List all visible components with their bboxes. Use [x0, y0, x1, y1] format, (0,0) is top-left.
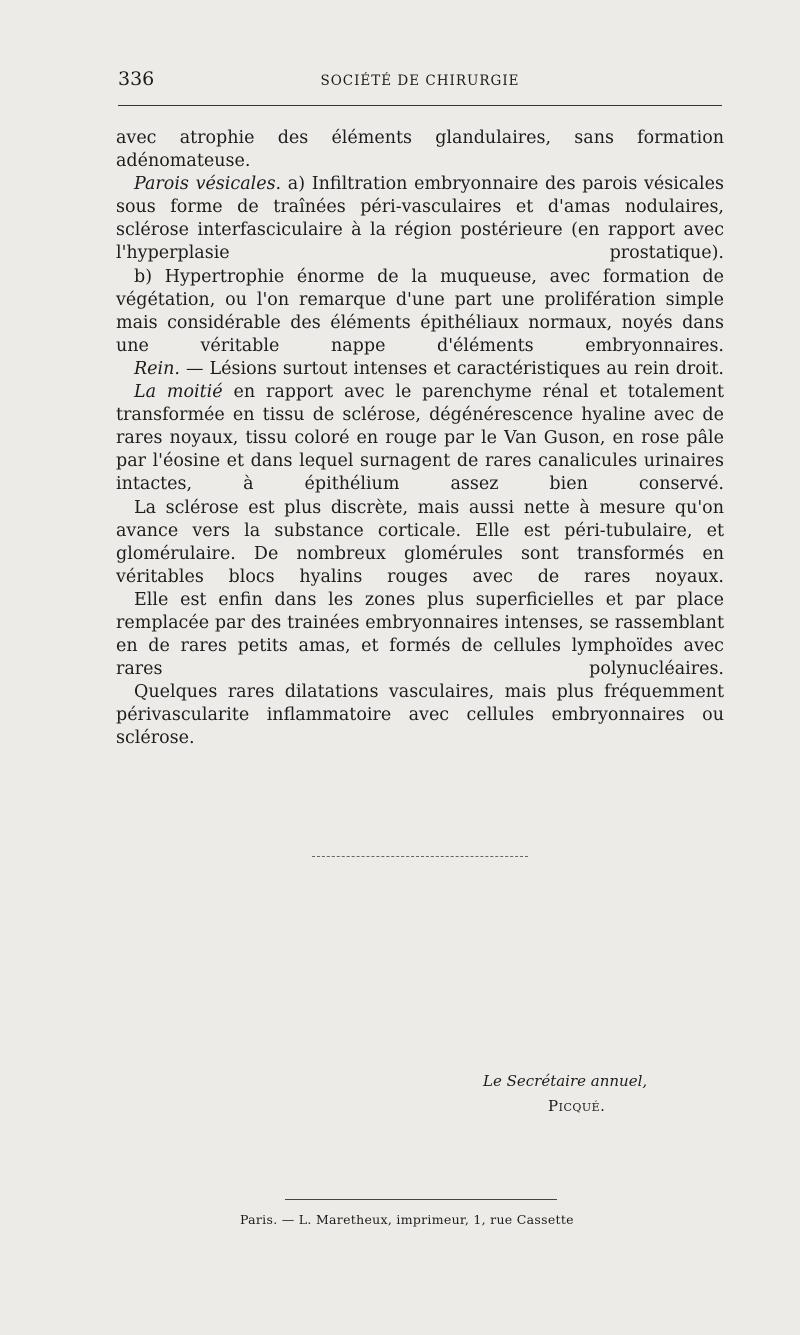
paragraph-2	[116, 173, 724, 265]
paragraph-3	[116, 266, 724, 358]
paragraph-1-text: avec atrophie des éléments glandulaires, sans formation adénomateuse.	[116, 128, 724, 172]
running-head: SOCIÉTÉ DE CHIRURGIE	[320, 73, 520, 89]
paragraph-6	[116, 497, 724, 589]
paragraph-5-label: La moitié	[134, 382, 223, 403]
footer-rule	[285, 1199, 557, 1200]
paragraph-8-text: Quelques rares dilatations vasculaires, mais plus fréquemment périvascularite inflammatoire avec cellules embryonnaires ou sclérose.	[116, 682, 724, 749]
paragraph-6-text: La sclérose est plus discrète, mais aussi nette à mesure qu'on avance vers la substance corticale. Elle est péri-tubulaire, et glomérulaire. De nombreux glomérules sont transformés en véritables blocs hyalins rouges avec de rares noyaux.	[116, 497, 724, 587]
body-text	[116, 127, 724, 751]
paragraph-7	[116, 589, 724, 681]
signature-title: Le Secrétaire annuel,	[483, 1072, 648, 1090]
page-header	[118, 68, 722, 92]
paragraph-8	[116, 681, 724, 750]
paragraph-5-text: en rapport avec le parenchyme rénal et totalement transformée en tissu de sclérose, dégénérescence hyaline avec de rares noyaux, tissu coloré en rouge par le Van Guson, en rose pâle par l'éosine et dans lequel surnagent de rares canalicules urinaires intactes, à épithélium assez bien conservé.	[116, 382, 724, 495]
printer-imprint: Paris. — L. Maretheux, imprimeur, 1, rue Cassette	[240, 1212, 574, 1227]
page-number: 336	[118, 68, 155, 90]
paragraph-1	[116, 127, 724, 173]
header-rule	[118, 105, 722, 106]
paragraph-3-text: b) Hypertrophie énorme de la muqueuse, avec formation de végétation, ou l'on remarque d'une part une prolifération simple mais considérable des éléments épithéliaux normaux, noyés dans une véritable nappe d'éléments embryonnaires.	[116, 266, 724, 356]
paragraph-2-label: Parois vésicales.	[134, 174, 282, 195]
paragraph-2-text: a) Infiltration embryonnaire des parois vésicales sous forme de traînées péri-vasculaires et d'amas nodulaires, sclérose interfasciculaire à la région postérieure (en rapport avec l'hyperplasie prostatique).	[116, 174, 724, 264]
paragraph-5	[116, 381, 724, 496]
paragraph-4-label: Rein.	[134, 358, 180, 379]
paragraph-4-text: — Lésions surtout intenses et caractéristiques au rein droit.	[179, 358, 724, 379]
paragraph-7-text: Elle est enfin dans les zones plus superficielles et par place remplacée par des trainées embryonnaires intenses, se rassemblant en de rares petits amas, et formés de cellules lymphoïdes avec rares polynucléaires.	[116, 589, 724, 680]
paragraph-4	[116, 358, 724, 381]
section-separator	[312, 856, 528, 857]
signature-name: Picqué.	[548, 1097, 606, 1115]
